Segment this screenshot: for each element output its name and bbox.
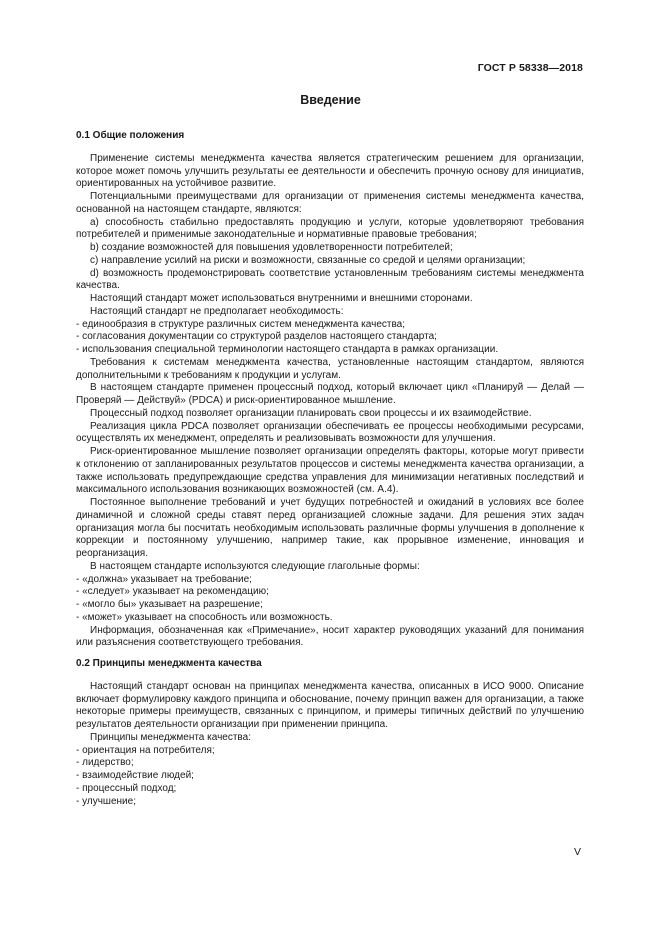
list-item: - единообразия в структуре различных систем менеджмента качества; (76, 318, 405, 330)
document-code: ГОСТ Р 58338—2018 (477, 62, 583, 74)
paragraph: Принципы менеджмента качества: (90, 731, 251, 743)
section-heading: 0.2 Принципы менеджмента качества (76, 658, 262, 669)
list-item: - ориентация на потребителя; (76, 744, 215, 756)
list-item: - «может» указывает на способность или возможность. (76, 611, 333, 623)
list-item: - лидерство; (76, 757, 134, 769)
list-item: - улучшение; (76, 795, 136, 807)
paragraph: Постоянное выполнение требований и учет будущих потребностей и ожиданий в условиях все более динамичной и сложной среды ставят перед организацией сложные задачи. Для решения этих задач организация могла бы посчитать необходимым использовать различные формы улучшения в дополнение к коррекции и постоянному улучшению, например такие, как прорывное изменение, инновация и реорганизация. (76, 497, 584, 559)
document-body (76, 130, 584, 808)
paragraph: Процессный подход позволяет организации планировать свои процессы и их взаимодействие. (90, 407, 532, 419)
paragraph: Настоящий стандарт не предполагает необходимость: (90, 305, 344, 317)
list-item: - процессный подход; (76, 782, 177, 794)
paragraph: Потенциальными преимуществами для организации от применения системы менеджмента качества, основанной на настоящем стандарте, являются: (76, 191, 584, 215)
list-item: - «следует» указывает на рекомендацию; (76, 586, 269, 598)
list-item: - использования специальной терминологии настоящего стандарта в рамках организации. (76, 344, 499, 355)
page-number: V (573, 846, 581, 858)
paragraph: Настоящий стандарт может использоваться внутренними и внешними сторонами. (90, 293, 473, 304)
list-item: a) способность стабильно предоставлять продукцию и услуги, которые удовлетворяют требования потребителей и применимые законодательные и нормативные правовые требования; (76, 216, 584, 241)
page-title: Введение (300, 93, 361, 107)
paragraph: Настоящий стандарт основан на принципах менеджмента качества, описанных в ИСО 9000. Описание включает формулировку каждого принципа и обоснование, почему принцип важен для организации, а также некоторые примеры преимуществ, связанных с принципом, и примеры типичных действий по улучшению результатов деятельности организации при применении принципа. (76, 680, 584, 730)
paragraph: Применение системы менеджмента качества является стратегическим решением для организации, которое может помочь улучшить результаты ее деятельности и обеспечить прочную основу для инициатив, ориентированных на устойчивое развитие. (76, 152, 584, 190)
section-heading: 0.1 Общие положения (76, 130, 185, 141)
list-item: - согласования документации со структурой разделов настоящего стандарта; (76, 331, 437, 343)
list-item: - взаимодействие людей; (76, 770, 194, 781)
paragraph: Реализация цикла PDCA позволяет организации обеспечивать ее процессы необходимыми ресурсами, осуществлять их менеджмент, определять и реализовывать возможности для улучшения. (76, 420, 584, 445)
list-item: - «могло бы» указывает на разрешение; (76, 599, 263, 610)
paragraph: Требования к системам менеджмента качества, установленные настоящим стандартом, являются дополнительными к требованиям к продукции и услугам. (76, 356, 584, 381)
paragraph: Риск-ориентированное мышление позволяет организации определять факторы, которые могут привести к отклонению от запланированных результатов процессов и системы менеджмента качества организации, а также использовать предупреждающие средства управления для минимизации негативных последствий и максимального использования возникающих возможностей (см. А.4). (76, 446, 584, 496)
paragraph: Информация, обозначенная как «Примечание», носит характер руководящих указаний для понимания или разъяснения соответствующего требования. (76, 624, 584, 649)
list-item: d) возможность продемонстрировать соответствие установленным требованиям системы менеджмента качества. (76, 267, 584, 292)
paragraph: В настоящем стандарте используются следующие глагольные формы: (90, 560, 420, 572)
list-item: b) создание возможностей для повышения удовлетворенности потребителей; (90, 242, 453, 253)
list-item: - «должна» указывает на требование; (76, 573, 252, 585)
list-item: c) направление усилий на риски и возможности, связанные со средой и целями организации; (90, 254, 526, 266)
paragraph: В настоящем стандарте применен процессный подход, который включает цикл «Планируй — Делай — Проверяй — Действуй» (PDCA) и риск-ориентированное мышление. (76, 382, 584, 406)
